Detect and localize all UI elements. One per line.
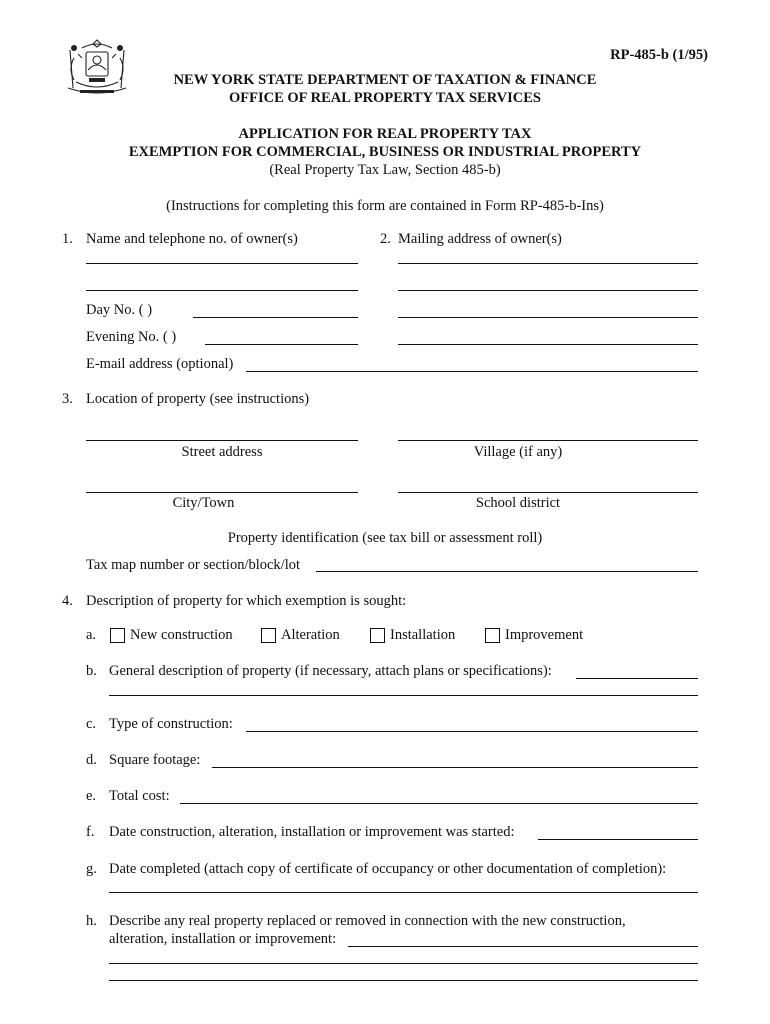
title-line-2: EXEMPTION FOR COMMERCIAL, BUSINESS OR INDUSTRIAL PROPERTY bbox=[128, 144, 642, 160]
installation-checkbox[interactable] bbox=[370, 628, 385, 643]
tax-map-line[interactable] bbox=[316, 571, 698, 572]
general-description-line-2[interactable] bbox=[109, 695, 698, 696]
property-identification-heading: Property identification (see tax bill or assessment roll) bbox=[227, 530, 543, 546]
evening-phone-line[interactable] bbox=[205, 344, 358, 345]
header-department: NEW YORK STATE DEPARTMENT OF TAXATION & FINANCE bbox=[173, 72, 597, 88]
item-h-letter: h. bbox=[86, 913, 97, 929]
new-construction-checkbox[interactable] bbox=[110, 628, 125, 643]
item-b-letter: b. bbox=[86, 663, 97, 679]
item-b-text: General description of property (if necessary, attach plans or specifications): bbox=[109, 663, 552, 679]
section-2-number: 2. bbox=[380, 231, 391, 247]
section-2-label: Mailing address of owner(s) bbox=[398, 231, 562, 247]
type-of-construction-line[interactable] bbox=[246, 731, 698, 732]
street-address-caption: Street address bbox=[181, 444, 263, 460]
item-f-letter: f. bbox=[86, 824, 95, 840]
day-phone-label: Day No. ( ) bbox=[86, 302, 153, 318]
item-g-text: Date completed (attach copy of certificate of occupancy or other documentation of completion): bbox=[109, 861, 667, 877]
section-3-number: 3. bbox=[62, 391, 73, 407]
improvement-checkbox[interactable] bbox=[485, 628, 500, 643]
improvement-label: Improvement bbox=[505, 627, 584, 643]
section-3-label: Location of property (see instructions) bbox=[86, 391, 310, 407]
item-h-text-line-2: alteration, installation or improvement: bbox=[109, 931, 337, 947]
replaced-property-line-1[interactable] bbox=[348, 946, 698, 947]
replaced-property-line-3[interactable] bbox=[109, 980, 698, 981]
section-4-label: Description of property for which exemption is sought: bbox=[86, 593, 407, 609]
installation-label: Installation bbox=[390, 627, 456, 643]
section-1-number: 1. bbox=[62, 231, 73, 247]
replaced-property-line-2[interactable] bbox=[109, 963, 698, 964]
section-1-label: Name and telephone no. of owner(s) bbox=[86, 231, 298, 247]
owner-name-line-2[interactable] bbox=[86, 290, 358, 291]
date-started-line[interactable] bbox=[538, 839, 698, 840]
item-f-text: Date construction, alteration, installation or improvement was started: bbox=[109, 824, 515, 840]
item-c-text: Type of construction: bbox=[109, 716, 233, 732]
mailing-address-line-3[interactable] bbox=[398, 317, 698, 318]
total-cost-line[interactable] bbox=[180, 803, 698, 804]
mailing-address-line-2[interactable] bbox=[398, 290, 698, 291]
tax-map-label: Tax map number or section/block/lot bbox=[86, 557, 301, 573]
form-code: RP-485-b (1/95) bbox=[610, 47, 708, 63]
item-d-text: Square footage: bbox=[109, 752, 201, 768]
school-district-line[interactable] bbox=[398, 492, 698, 493]
city-town-caption: City/Town bbox=[172, 495, 235, 511]
email-line[interactable] bbox=[246, 371, 698, 372]
instructions-note: (Instructions for completing this form are contained in Form RP-485-b-Ins) bbox=[166, 198, 604, 214]
village-caption: Village (if any) bbox=[473, 444, 563, 460]
alteration-checkbox[interactable] bbox=[261, 628, 276, 643]
general-description-line-1[interactable] bbox=[576, 678, 698, 679]
alteration-label: Alteration bbox=[281, 627, 340, 643]
item-d-letter: d. bbox=[86, 752, 97, 768]
item-a-letter: a. bbox=[86, 627, 97, 643]
email-label: E-mail address (optional) bbox=[86, 356, 234, 372]
mailing-address-line-1[interactable] bbox=[398, 263, 698, 264]
title-line-3: (Real Property Tax Law, Section 485-b) bbox=[269, 162, 501, 178]
square-footage-line[interactable] bbox=[212, 767, 698, 768]
new-construction-label: New construction bbox=[130, 627, 233, 643]
owner-name-line-1[interactable] bbox=[86, 263, 358, 264]
section-4-number: 4. bbox=[62, 593, 73, 609]
school-district-caption: School district bbox=[475, 495, 561, 511]
day-phone-line[interactable] bbox=[193, 317, 358, 318]
item-g-letter: g. bbox=[86, 861, 97, 877]
mailing-address-line-4[interactable] bbox=[398, 344, 698, 345]
city-town-line[interactable] bbox=[86, 492, 358, 493]
header-office: OFFICE OF REAL PROPERTY TAX SERVICES bbox=[229, 90, 541, 106]
title-line-1: APPLICATION FOR REAL PROPERTY TAX bbox=[238, 126, 532, 142]
evening-phone-label: Evening No. ( ) bbox=[86, 329, 177, 345]
street-address-line[interactable] bbox=[86, 440, 358, 441]
date-completed-line[interactable] bbox=[109, 892, 698, 893]
item-e-letter: e. bbox=[86, 788, 97, 804]
village-line[interactable] bbox=[398, 440, 698, 441]
item-c-letter: c. bbox=[86, 716, 97, 732]
item-e-text: Total cost: bbox=[109, 788, 170, 804]
item-h-text-line-1: Describe any real property replaced or removed in connection with the new construction, bbox=[109, 913, 626, 929]
